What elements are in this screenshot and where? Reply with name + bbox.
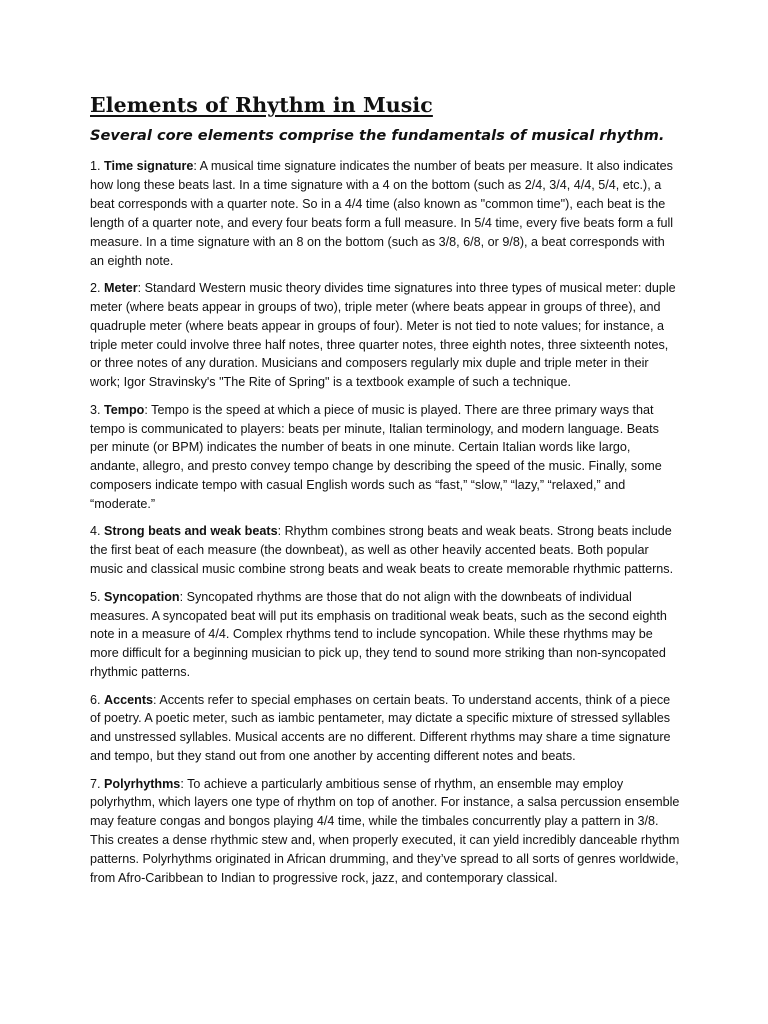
section-meter [90, 279, 680, 392]
section-polyrhythms [90, 775, 680, 888]
section-term: Tempo [104, 402, 145, 417]
section-syncopation [90, 588, 680, 683]
section-text: : Standard Western music theory divides time signatures into three types of musical meter: duple meter (where beats appear in groups of two), triple meter (where beats appear in groups of three), and quadruple meter (where beats appear in groups of four). Meter is not tied to note values; for instance, a triple meter could involve three half notes, three quarter notes, three eighth notes, three sixteenth notes, or three notes of any duration. Musicians and composers regularly mix duple and triple meter in their work; Igor Stravinsky's "The Rite of Spring" is a textbook example of such a technique. [90, 280, 676, 390]
section-number: 6. [90, 692, 105, 707]
section-text: : Accents refer to special emphases on certain beats. To understand accents, think of a piece of poetry. A poetic meter, such as iambic pentameter, may dictate a specific mixture of stressed syllables and unstressed syllables. Musical accents are no different. Different rhythms may share a time signature and tempo, but they stand out from one another by accenting different notes and beats. [90, 692, 671, 764]
section-number: 2. [90, 280, 105, 295]
section-number: 5. [90, 589, 105, 604]
section-text: : To achieve a particularly ambitious sense of rhythm, an ensemble may employ polyrhythm, which layers one type of rhythm on top of another. For instance, a salsa percussion ensemble may feature congas and bongos playing 4/4 time, while the timbales concurrently play a pattern in 3/8. This creates a dense rhythmic stew and, when properly executed, it can yield incredibly danceable rhythm patterns. Polyrhythms originated in African drumming, and they’ve spread to all sorts of genres worldwide, from Afro-Caribbean to Indian to progressive rock, jazz, and contemporary classical. [90, 776, 680, 886]
section-text: : Syncopated rhythms are those that do not align with the downbeats of individual measures. A syncopated beat will put its emphasis on traditional weak beats, such as the second eighth note in a measure of 4/4. Complex rhythms tend to include syncopation. While these rhythms may be more difficult for a beginning musician to pick up, they tend to sound more striking than non-syncopated rhythmic patterns. [90, 589, 667, 680]
section-number: 4. [90, 524, 105, 539]
section-tempo [90, 401, 680, 514]
section-text: : A musical time signature indicates the number of beats per measure. It also indicates how long these beats last. In a time signature with a 4 on the bottom (such as 2/4, 3/4, 4/4, 5/4, etc.), a beat corresponds with a quarter note. So in a 4/4 time (also known as "common time"), each beat is the length of a quarter note, and every four beats form a full measure. In 5/4 time, every five beats form a full measure. In a time signature with an 8 on the bottom (such as 3/8, 6/8, or 9/8), a beat corresponds with an eighth note. [90, 159, 674, 268]
section-term: Meter [104, 280, 138, 295]
section-number: 3. [90, 402, 105, 417]
section-strong-weak-beats [90, 522, 680, 579]
section-term: Polyrhythms [104, 776, 181, 791]
section-number: 1. [90, 159, 105, 173]
document-subtitle: Several core elements comprise the fundamentals of musical rhythm. [90, 127, 665, 144]
section-number: 7. [90, 776, 105, 791]
document-page [90, 92, 680, 896]
section-time-signature [90, 157, 680, 270]
section-term: Syncopation [104, 589, 180, 604]
section-term: Strong beats and weak beats [104, 524, 278, 539]
section-accents [90, 691, 680, 767]
section-term: Accents [104, 692, 154, 707]
section-term: Time signature [104, 159, 194, 173]
section-text: : Tempo is the speed at which a piece of music is played. There are three primary ways that tempo is communicated to players: beats per minute, Italian terminology, and modern language. Beats per minute (or BPM) indicates the number of beats in one minute. Certain Italian words like largo, andante, allegro, and presto convey tempo change by describing the speed of the music. Finally, some composers indicate tempo with casual English words such as “fast,” “slow,” “lazy,” “relaxed,” and “moderate.” [90, 402, 662, 512]
document-title: Elements of Rhythm in Music [90, 93, 433, 117]
section-text: : Rhythm combines strong beats and weak beats. Strong beats include the first beat of each measure (the downbeat), as well as other heavily accented beats. Both popular music and classical music combine strong beats and weak beats to create memorable rhythmic patterns. [90, 524, 674, 577]
